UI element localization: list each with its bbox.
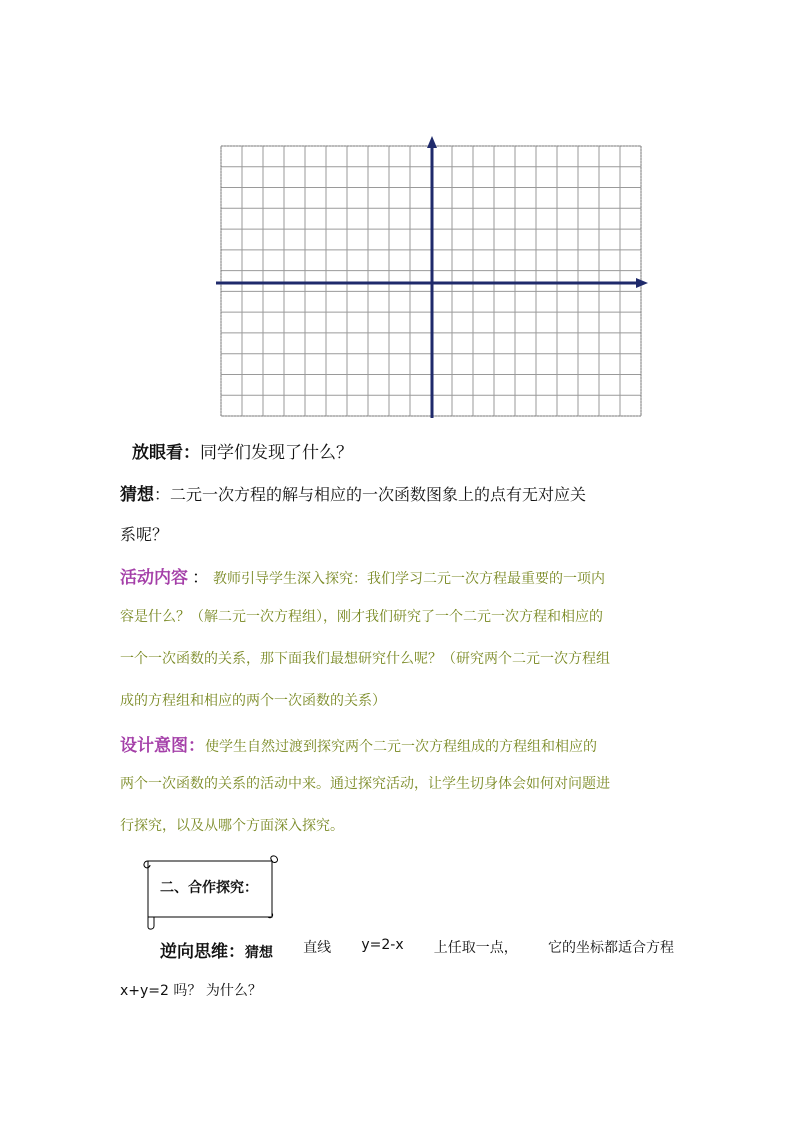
activity-line-3: 一个一次函数的关系，那下面我们最想研究什么呢？（研究两个二元一次方程组 <box>120 651 610 667</box>
design-line-2: 两个一次函数的关系的活动中来。通过探究活动，让学生切身体会如何对问题进 <box>120 776 610 792</box>
reverse-label: 逆向思维： <box>160 942 245 962</box>
reverse-word-2: y=2-x <box>361 937 404 953</box>
y-axis-arrow <box>427 136 437 148</box>
guess-line-1 <box>120 480 680 505</box>
design-text-1: 使学生自然过渡到探究两个二元一次方程组成的方程组和相应的 <box>205 739 597 755</box>
reverse-line-2: x+y=2 吗？ 为什么？ <box>120 983 262 999</box>
reverse-word-4: 它的坐标都适合方程 <box>547 940 674 956</box>
guess-text-1: ：二元一次方程的解与相应的一次函数图象上的点有无对应关 <box>154 485 587 504</box>
reverse-line-1 <box>160 937 674 962</box>
x-axis-arrow <box>636 278 648 288</box>
reverse-word-3: 上任取一点， <box>433 940 518 956</box>
design-line-1 <box>120 731 794 756</box>
activity-line-2: 容是什么？（解二元一次方程组），刚才我们研究了一个二元一次方程和相应的 <box>120 609 603 625</box>
grid-svg <box>214 134 652 422</box>
activity-text-1: 教师引导学生深入探究：我们学习二元一次方程最重要的一项内 <box>213 571 605 587</box>
design-line-3: 行探究，以及从哪个方面深入探究。 <box>120 818 344 834</box>
activity-label: 活动内容 <box>120 568 188 588</box>
reverse-guess: 猜想 <box>245 945 273 961</box>
scroll-label: 二、合作探究： <box>160 880 258 896</box>
look-paragraph <box>0 438 794 463</box>
activity-line-1 <box>120 563 794 588</box>
reverse-word-1: 直线 <box>303 940 332 956</box>
guess-line-2 <box>120 522 794 545</box>
look-label: 放眼看： <box>132 443 200 463</box>
guess-text-2: 系呢？ <box>120 525 169 544</box>
coordinate-grid <box>214 134 652 422</box>
design-label: 设计意图： <box>120 736 205 756</box>
guess-label: 猜想 <box>120 485 154 505</box>
activity-line-4: 成的方程组和相应的两个一次函数的关系） <box>120 693 386 709</box>
activity-colon: ： <box>192 568 209 588</box>
look-text: 同学们发现了什么？ <box>200 443 353 463</box>
